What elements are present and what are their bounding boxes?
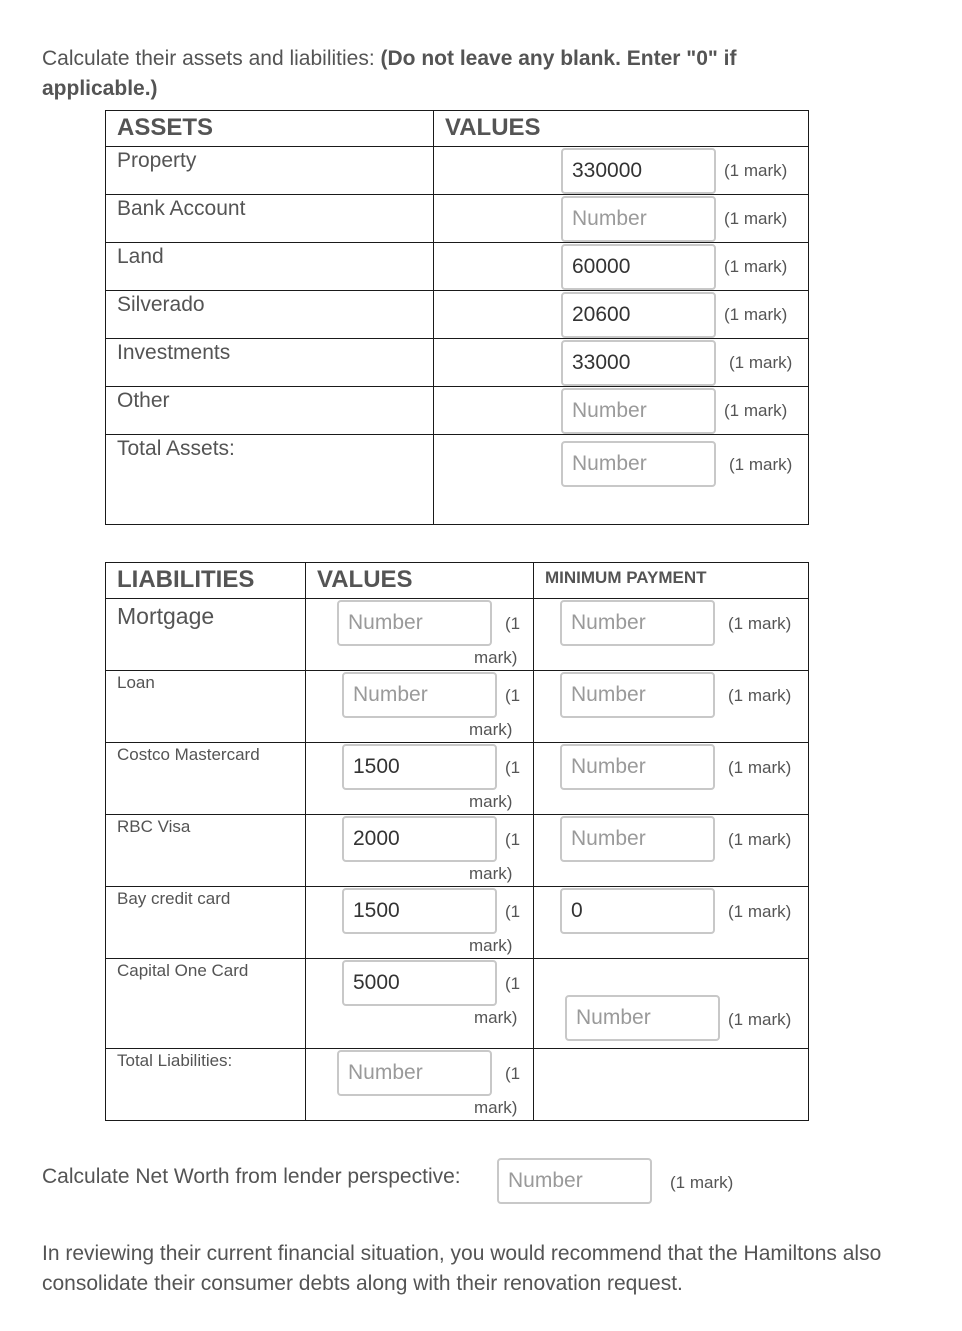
- liability-value-cell: [306, 887, 534, 959]
- mark-label: (1 mark): [728, 1010, 792, 1029]
- mark-label-part2: mark): [474, 1098, 518, 1117]
- mark-label: (1 mark): [670, 1173, 734, 1192]
- asset-value-cell: [434, 195, 809, 243]
- liabilities-header-cell: [106, 563, 306, 599]
- asset-value-cell: [434, 291, 809, 339]
- mark-label-part2: mark): [469, 720, 513, 739]
- mark-label: (1 mark): [724, 401, 788, 420]
- asset-label-property: Property: [117, 149, 197, 172]
- minimum-payment-cell: [534, 959, 809, 1049]
- minimum-payment-cell: [534, 887, 809, 959]
- liability-value-cell: [306, 599, 534, 671]
- mark-label-part2: mark): [474, 1008, 518, 1027]
- mark-label: (1 mark): [724, 257, 788, 276]
- liability-label-bay: Bay credit card: [117, 889, 231, 908]
- mark-label-part1: (1: [505, 830, 521, 849]
- mark-label: (1 mark): [728, 830, 792, 849]
- minimum-payment-cell: [534, 743, 809, 815]
- empty-cell: [534, 1049, 809, 1121]
- liability-label-cell: [106, 887, 306, 959]
- asset-value-cell: [434, 435, 809, 525]
- silverado-input[interactable]: [561, 292, 716, 338]
- mark-label: (1 mark): [729, 353, 793, 372]
- instructions-text: Calculate their assets and liabilities:: [42, 47, 381, 70]
- liabilities-values-header-cell: [306, 563, 534, 599]
- liability-label-cell: [106, 815, 306, 887]
- liabilities-values-header: VALUES: [317, 566, 413, 593]
- liability-label-cell: [106, 959, 306, 1049]
- recommendation-text: In reviewing their current financial situation, you would recommend that the Hamiltons also consolidate their consumer debts along with their renovation request.: [42, 1242, 882, 1295]
- mortgage-min-input[interactable]: [560, 600, 715, 646]
- asset-label-cell: [106, 339, 434, 387]
- asset-label-bank-account: Bank Account: [117, 197, 246, 220]
- liability-label-cell: [106, 599, 306, 671]
- liability-label-cell: [106, 1049, 306, 1121]
- loan-value-input[interactable]: [342, 672, 497, 718]
- other-input[interactable]: [561, 388, 716, 434]
- asset-value-cell: [434, 387, 809, 435]
- costco-value-input[interactable]: [342, 744, 497, 790]
- assets-values-header: VALUES: [445, 114, 541, 141]
- liability-value-cell: [306, 959, 534, 1049]
- mark-label-part1: (1: [505, 974, 521, 993]
- asset-label-total-assets: Total Assets:: [117, 437, 235, 460]
- mark-label-part2: mark): [474, 648, 518, 667]
- minimum-payment-header-cell: [534, 563, 809, 599]
- mark-label: (1 mark): [724, 305, 788, 324]
- liability-value-cell: [306, 671, 534, 743]
- mark-label-part2: mark): [469, 792, 513, 811]
- liability-label-capital-one: Capital One Card: [117, 961, 249, 980]
- liability-label-rbc-visa: RBC Visa: [117, 817, 191, 836]
- mark-label: (1 mark): [728, 902, 792, 921]
- mark-label-part1: (1: [505, 614, 521, 633]
- asset-value-cell: [434, 243, 809, 291]
- liability-label-cell: [106, 743, 306, 815]
- liabilities-header: LIABILITIES: [117, 566, 255, 593]
- minimum-payment-cell: [534, 815, 809, 887]
- mark-label-part1: (1: [505, 1064, 521, 1083]
- asset-label-investments: Investments: [117, 341, 231, 364]
- asset-label-other: Other: [117, 389, 170, 412]
- asset-value-cell: [434, 339, 809, 387]
- liability-label-costco: Costco Mastercard: [117, 745, 260, 764]
- bank-account-input[interactable]: [561, 196, 716, 242]
- minimum-payment-cell: [534, 671, 809, 743]
- loan-min-input[interactable]: [560, 672, 715, 718]
- liability-value-cell: [306, 815, 534, 887]
- liability-value-cell: [306, 743, 534, 815]
- assets-values-header-cell: [434, 111, 809, 147]
- mark-label: (1 mark): [724, 161, 788, 180]
- mark-label: (1 mark): [728, 758, 792, 777]
- asset-label-cell: [106, 243, 434, 291]
- mark-label: (1 mark): [728, 614, 792, 633]
- liability-label-cell: [106, 671, 306, 743]
- liability-label-mortgage: Mortgage: [117, 603, 215, 629]
- mark-label: (1 mark): [724, 209, 788, 228]
- liabilities-table: [105, 562, 809, 1121]
- minimum-payment-header: MINIMUM PAYMENT: [545, 568, 707, 587]
- investments-input[interactable]: [561, 340, 716, 386]
- mark-label-part2: mark): [469, 864, 513, 883]
- mark-label: (1 mark): [729, 455, 793, 474]
- asset-label-cell: [106, 195, 434, 243]
- assets-header: ASSETS: [117, 114, 214, 141]
- capital-one-min-input[interactable]: [565, 995, 720, 1041]
- liability-label-total: Total Liabilities:: [117, 1051, 233, 1070]
- liability-value-cell: [306, 1049, 534, 1121]
- instructions: [42, 44, 822, 104]
- assets-header-cell: [106, 111, 434, 147]
- bay-min-input[interactable]: [560, 888, 715, 934]
- asset-label-silverado: Silverado: [117, 293, 205, 316]
- asset-value-cell: [434, 147, 809, 195]
- net-worth-input[interactable]: [497, 1158, 652, 1204]
- liability-label-loan: Loan: [117, 673, 155, 692]
- mortgage-value-input[interactable]: [337, 600, 492, 646]
- net-worth-label: Calculate Net Worth from lender perspective:: [42, 1165, 461, 1188]
- total-liabilities-input[interactable]: [337, 1050, 492, 1096]
- mark-label-part2: mark): [469, 936, 513, 955]
- capital-one-value-input[interactable]: [342, 960, 497, 1006]
- bay-value-input[interactable]: [342, 888, 497, 934]
- mark-label-part1: (1: [505, 758, 521, 777]
- mark-label-part1: (1: [505, 902, 521, 921]
- costco-min-input[interactable]: [560, 744, 715, 790]
- asset-label-cell: [106, 435, 434, 525]
- rbc-visa-value-input[interactable]: [342, 816, 497, 862]
- mark-label: (1 mark): [728, 686, 792, 705]
- instructions-bold: (Do not leave any blank. Enter "0" if applicable.): [42, 47, 737, 100]
- total-assets-input[interactable]: [561, 441, 716, 487]
- asset-label-cell: [106, 387, 434, 435]
- asset-label-land: Land: [117, 245, 164, 268]
- asset-label-cell: [106, 147, 434, 195]
- asset-label-cell: [106, 291, 434, 339]
- rbc-visa-min-input[interactable]: [560, 816, 715, 862]
- property-input[interactable]: [561, 148, 716, 194]
- assets-table: [105, 110, 809, 525]
- mark-label-part1: (1: [505, 686, 521, 705]
- minimum-payment-cell: [534, 599, 809, 671]
- land-input[interactable]: [561, 244, 716, 290]
